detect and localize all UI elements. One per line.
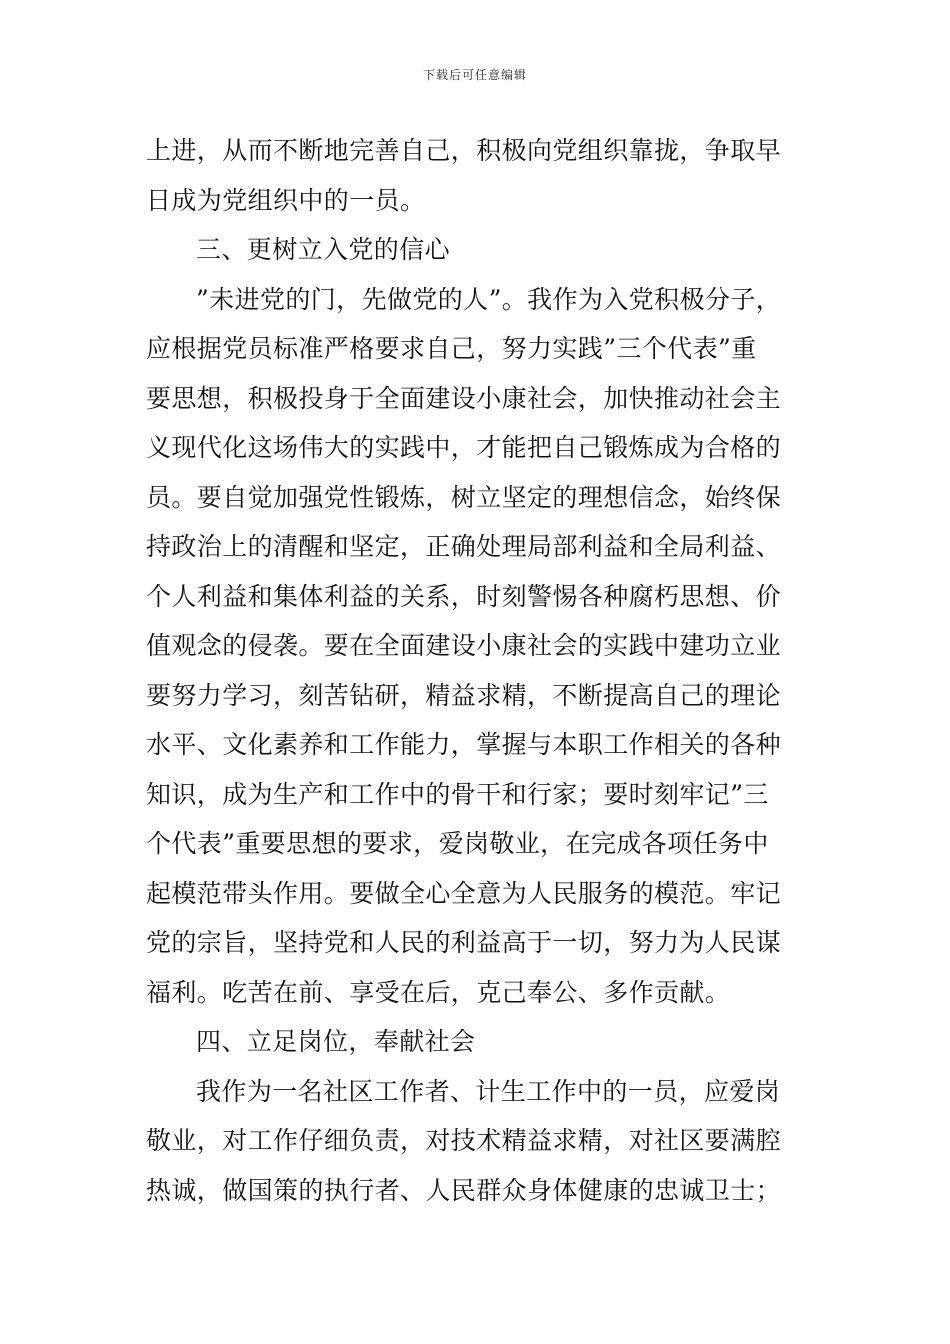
text-line: 水平、文化素养和工作能力，掌握与本职工作相关的各种 — [146, 730, 782, 759]
text-line: 敬业，对工作仔细负责，对技术精益求精，对社区要满腔 — [146, 1126, 782, 1155]
text-line: 党的宗旨，坚持党和人民的利益高于一切，努力为人民谋 — [146, 928, 782, 957]
text-line: 员。要自觉加强党性锻炼，树立坚定的理想信念，始终保 — [146, 482, 782, 512]
text-line: 要努力学习，刻苦钻研，精益求精，不断提高自己的理论 — [146, 680, 782, 710]
document-body — [146, 126, 808, 1215]
text-line: 福利。吃苦在前、享受在后，克己奉公、多作贡献。 — [146, 977, 731, 1007]
text-line: 个代表”重要思想的要求，爱岗敬业，在完成各项任务中 — [146, 829, 769, 858]
text-line: 三、更树立入党的信心 — [196, 235, 451, 264]
text-line: 上进，从而不断地完善自己，积极向党组织靠拢，争取早 — [146, 136, 782, 165]
text-line: 我作为一名社区工作者、计生工作中的一员，应爱岗 — [196, 1076, 781, 1106]
text-line: ”未进党的门，先做党的人”。我作为入党积极分子， — [196, 284, 782, 314]
text-line: 热诚，做国策的执行者、人民群众身体健康的忠诚卫士； — [146, 1175, 782, 1205]
text-line: 知识，成为生产和工作中的骨干和行家；要时刻牢记”三 — [146, 779, 769, 809]
page-header-note: 下载后可任意编辑 — [422, 68, 527, 82]
text-line: 值观念的侵袭。要在全面建设小康社会的实践中建功立业 — [146, 631, 782, 660]
text-line: 日成为党组织中的一员。 — [146, 185, 426, 215]
text-line: 个人利益和集体利益的关系，时刻警惕各种腐朽思想、价 — [146, 581, 782, 611]
text-line: 持政治上的清醒和坚定，正确处理局部利益和全局利益、 — [146, 532, 782, 561]
text-line: 应根据党员标准严格要求自己，努力实践”三个代表”重 — [146, 334, 757, 363]
text-line: 要思想，积极投身于全面建设小康社会，加快推动社会主 — [146, 383, 782, 413]
text-line: 四、立足岗位，奉献社会 — [196, 1027, 476, 1056]
text-line: 起模范带头作用。要做全心全意为人民服务的模范。牢记 — [146, 878, 782, 908]
text-line: 义现代化这场伟大的实践中，才能把自己锻炼成为合格的 — [146, 433, 782, 462]
